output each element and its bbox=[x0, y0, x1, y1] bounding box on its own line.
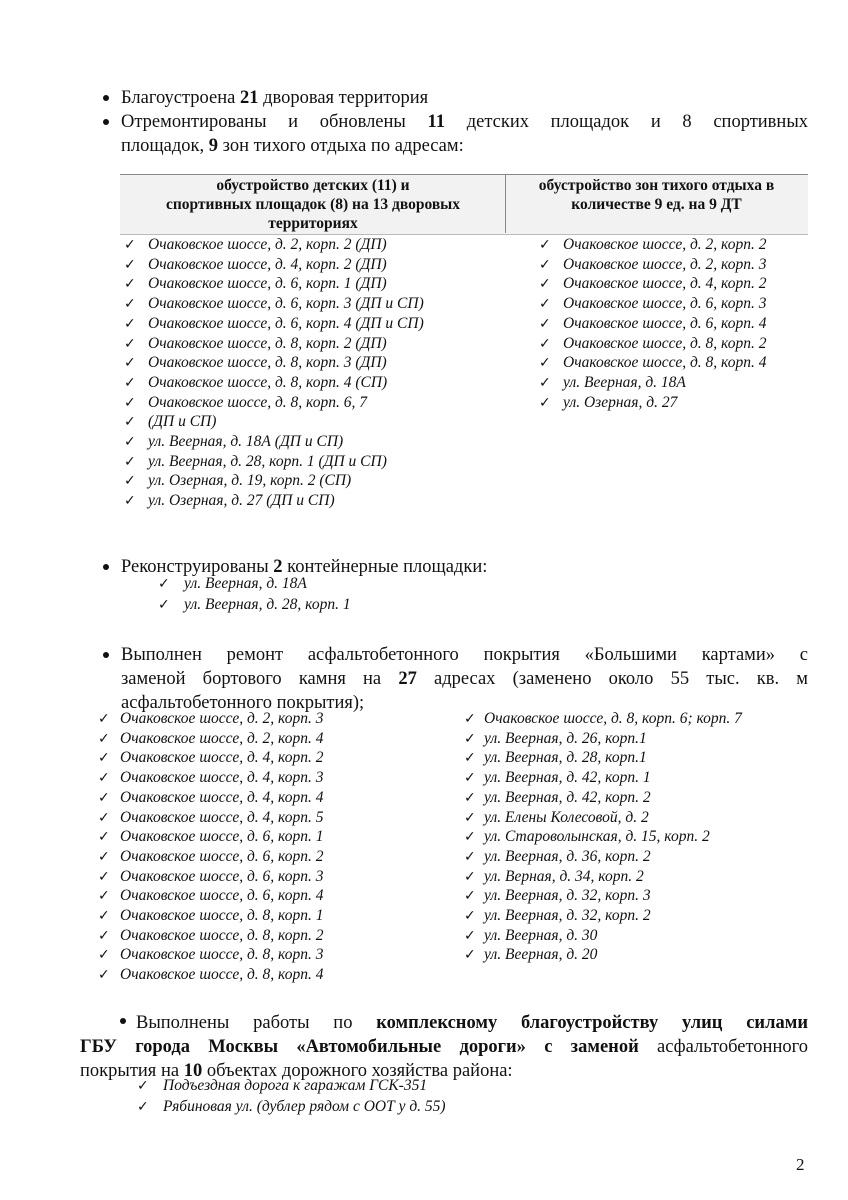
list-item-text: ул. Веерная, д. 28, корп. 1 bbox=[184, 596, 351, 613]
list-item-text: ул. Озерная, д. 27 (ДП и СП) bbox=[148, 492, 335, 510]
list-item bbox=[464, 906, 651, 927]
checkmark-icon: ✓ bbox=[464, 809, 476, 826]
list-item-text: ул. Веерная, д. 18А bbox=[184, 575, 307, 592]
checkmark-icon: ✓ bbox=[464, 927, 476, 944]
list-item-text: Очаковское шоссе, д. 4, корп. 4 bbox=[120, 788, 324, 806]
list-item bbox=[137, 1076, 427, 1097]
list-item bbox=[539, 373, 686, 394]
checkmark-icon: ✓ bbox=[158, 597, 170, 613]
checkmark-icon: ✓ bbox=[98, 770, 110, 787]
list-item-text: (ДП и СП) bbox=[148, 413, 217, 431]
list-item-text: Очаковское шоссе, д. 2, корп. 4 bbox=[120, 729, 324, 747]
list-item bbox=[539, 334, 766, 355]
list-item-text: Очаковское шоссе, д. 2, корп. 2 bbox=[563, 236, 767, 253]
list-item-text: ул. Озерная, д. 27 bbox=[563, 393, 678, 411]
list-item bbox=[158, 595, 351, 616]
checkmark-icon: ✓ bbox=[539, 315, 551, 332]
list-item bbox=[98, 748, 323, 769]
checkmark-icon: ✓ bbox=[98, 908, 110, 924]
s2-line2: площадок, 9 зон тихого отдыха по адресам: bbox=[121, 136, 464, 156]
list-item bbox=[539, 353, 766, 374]
checkmark-icon: ✓ bbox=[98, 927, 110, 944]
checkmark-icon: ✓ bbox=[539, 394, 551, 411]
list-item bbox=[464, 867, 644, 888]
list-item-text: ул. Верная, д. 34, корп. 2 bbox=[484, 867, 644, 885]
checkmark-icon: ✓ bbox=[98, 829, 110, 846]
list-item bbox=[539, 235, 766, 256]
s5-line2: ГБУ города Москвы «Автомобильные дороги» с заменой асфальтобетонного bbox=[80, 1037, 808, 1057]
list-item bbox=[539, 393, 677, 414]
checkmark-icon: ✓ bbox=[124, 374, 136, 391]
bullet-dot bbox=[103, 652, 109, 658]
list-item bbox=[464, 886, 651, 907]
list-item bbox=[464, 788, 651, 809]
list-item bbox=[98, 788, 323, 809]
checkmark-icon: ✓ bbox=[124, 237, 136, 253]
list-item-text: Очаковское шоссе, д. 2, корп. 2 (ДП) bbox=[148, 236, 387, 253]
checkmark-icon: ✓ bbox=[98, 888, 110, 905]
list-item bbox=[539, 255, 766, 276]
checkmark-icon: ✓ bbox=[98, 848, 110, 865]
list-item-text: ул. Веерная, д. 28, корп. 1 (ДП и СП) bbox=[148, 452, 387, 470]
list-item bbox=[464, 709, 742, 730]
checkmark-icon: ✓ bbox=[98, 750, 110, 767]
list-item-text: Очаковское шоссе, д. 6, корп. 4 bbox=[563, 314, 767, 332]
checkmark-icon: ✓ bbox=[464, 730, 476, 747]
list-item bbox=[464, 827, 710, 848]
bullet-dot bbox=[103, 95, 109, 101]
checkmark-icon: ✓ bbox=[137, 1099, 149, 1115]
checkmark-icon: ✓ bbox=[464, 908, 476, 924]
list-item-text: ул. Веерная, д. 18А bbox=[563, 373, 686, 391]
checkmark-icon: ✓ bbox=[539, 374, 551, 391]
list-item bbox=[124, 373, 387, 394]
checkmark-icon: ✓ bbox=[124, 394, 136, 411]
list-item-text: ул. Веерная, д. 32, корп. 3 bbox=[484, 887, 651, 905]
list-item-text: ул. Староволынская, д. 15, корп. 2 bbox=[484, 828, 710, 846]
list-item-text: Подъездная дорога к гаражам ГСК-351 bbox=[163, 1077, 428, 1094]
checkmark-icon: ✓ bbox=[539, 256, 551, 273]
list-item-text: ул. Веерная, д. 20 bbox=[484, 946, 598, 964]
list-item-text: Очаковское шоссе, д. 8, корп. 4 bbox=[120, 966, 324, 984]
checkmark-icon: ✓ bbox=[464, 848, 476, 865]
list-item bbox=[124, 491, 335, 512]
list-item-text: Очаковское шоссе, д. 2, корп. 3 bbox=[563, 255, 767, 273]
list-item-text: Очаковское шоссе, д. 4, корп. 2 (ДП) bbox=[148, 255, 387, 273]
list-item bbox=[98, 847, 323, 868]
list-item-text: ул. Веерная, д. 30 bbox=[484, 926, 598, 944]
list-item-text: ул. Озерная, д. 19, корп. 2 (СП) bbox=[148, 472, 352, 490]
checkmark-icon: ✓ bbox=[98, 947, 110, 964]
list-item-text: ул. Веерная, д. 36, корп. 2 bbox=[484, 847, 651, 865]
checkmark-icon: ✓ bbox=[464, 868, 476, 885]
list-item bbox=[539, 314, 766, 335]
checkmark-icon: ✓ bbox=[124, 355, 136, 372]
list-item-text: Очаковское шоссе, д. 2, корп. 3 bbox=[120, 710, 324, 727]
bullet-dot bbox=[103, 119, 109, 125]
checkmark-icon: ✓ bbox=[464, 888, 476, 905]
list-item-text: Очаковское шоссе, д. 8, корп. 4 (СП) bbox=[148, 373, 388, 391]
list-item-text: Очаковское шоссе, д. 6, корп. 3 bbox=[120, 867, 324, 885]
checkmark-icon: ✓ bbox=[539, 237, 551, 253]
checkmark-icon: ✓ bbox=[124, 256, 136, 273]
list-item bbox=[124, 334, 387, 355]
checkmark-icon: ✓ bbox=[124, 335, 136, 352]
list-item bbox=[464, 945, 597, 966]
bullet-dot bbox=[120, 1018, 126, 1024]
s2-paragraph bbox=[121, 110, 808, 158]
checkmark-icon: ✓ bbox=[124, 453, 136, 470]
checkmark-icon: ✓ bbox=[464, 711, 476, 727]
list-item bbox=[98, 709, 323, 730]
list-item bbox=[124, 294, 424, 315]
list-item bbox=[98, 965, 323, 986]
checkmark-icon: ✓ bbox=[98, 730, 110, 747]
list-item bbox=[124, 452, 387, 473]
list-item-text: Очаковское шоссе, д. 4, корп. 3 bbox=[120, 769, 324, 787]
s4-paragraph: Выполнен ремонт асфальтобетонного покрытия «Большими картами» с заменой бортового камня на 27 адресах (заменено около 55 тыс. кв. м асфальтобетонного покрытия); bbox=[121, 645, 808, 713]
s3-line: Реконструированы 2 контейнерные площадки: bbox=[121, 557, 488, 577]
right-column-heading: обустройство зон тихого отдыха в количестве 9 ед. на 9 ДТ bbox=[538, 177, 775, 213]
list-item bbox=[464, 768, 651, 789]
list-item bbox=[98, 808, 323, 829]
list-item-text: Очаковское шоссе, д. 8, корп. 3 bbox=[120, 946, 324, 964]
list-item bbox=[539, 274, 766, 295]
list-item-text: ул. Веерная, д. 42, корп. 2 bbox=[484, 788, 651, 806]
list-item bbox=[124, 314, 424, 335]
list-item-text: Очаковское шоссе, д. 6, корп. 3 (ДП и СП) bbox=[148, 295, 424, 313]
list-item bbox=[464, 729, 647, 750]
list-item-text: ул. Веерная, д. 28, корп.1 bbox=[484, 749, 647, 767]
list-item-text: Рябиновая ул. (дублер рядом с ООТ у д. 55) bbox=[163, 1098, 446, 1115]
checkmark-icon: ✓ bbox=[98, 789, 110, 806]
list-item-text: ул. Веерная, д. 18А (ДП и СП) bbox=[148, 433, 344, 450]
list-item bbox=[158, 574, 307, 595]
s5-line1: Выполнены работы по комплексному благоустройству улиц силами bbox=[80, 1011, 808, 1035]
checkmark-icon: ✓ bbox=[464, 829, 476, 846]
checkmark-icon: ✓ bbox=[98, 967, 110, 984]
list-item-text: ул. Веерная, д. 42, корп. 1 bbox=[484, 769, 651, 787]
list-item-text: Очаковское шоссе, д. 8, корп. 4 bbox=[563, 354, 767, 372]
list-item bbox=[98, 886, 323, 907]
s2-line1: Отремонтированы и обновлены 11 детских площадок и 8 спортивных bbox=[121, 112, 808, 132]
list-item-text: Очаковское шоссе, д. 6, корп. 1 bbox=[120, 828, 324, 846]
checkmark-icon: ✓ bbox=[124, 414, 136, 431]
list-item bbox=[98, 867, 323, 888]
list-item-text: ул. Веерная, д. 32, корп. 2 bbox=[484, 907, 651, 924]
list-item-text: Очаковское шоссе, д. 8, корп. 6; корп. 7 bbox=[484, 710, 742, 727]
list-item bbox=[124, 471, 351, 492]
checkmark-icon: ✓ bbox=[124, 296, 136, 313]
list-item bbox=[124, 412, 216, 433]
list-item bbox=[124, 235, 387, 256]
list-item bbox=[464, 748, 647, 769]
list-item-text: Очаковское шоссе, д. 6, корп. 4 bbox=[120, 887, 324, 905]
list-item-text: Очаковское шоссе, д. 8, корп. 2 bbox=[563, 334, 767, 352]
s1-line: Благоустроена 21 дворовая территория bbox=[121, 88, 429, 108]
list-item bbox=[98, 906, 323, 927]
list-item bbox=[98, 729, 323, 750]
checkmark-icon: ✓ bbox=[124, 434, 136, 450]
list-item-text: Очаковское шоссе, д. 6, корп. 4 (ДП и СП) bbox=[148, 314, 424, 332]
list-item-text: Очаковское шоссе, д. 8, корп. 2 (ДП) bbox=[148, 334, 387, 352]
list-item bbox=[124, 432, 343, 453]
list-item-text: Очаковское шоссе, д. 4, корп. 2 bbox=[563, 275, 767, 293]
list-item bbox=[98, 945, 323, 966]
list-item-text: Очаковское шоссе, д. 8, корп. 6, 7 bbox=[148, 393, 367, 411]
s5-line3: покрытия на 10 объектах дорожного хозяйства района: bbox=[80, 1061, 513, 1081]
checkmark-icon: ✓ bbox=[158, 576, 170, 592]
list-item-text: Очаковское шоссе, д. 8, корп. 1 bbox=[120, 907, 324, 924]
list-item bbox=[464, 808, 649, 829]
list-item-text: Очаковское шоссе, д. 6, корп. 1 (ДП) bbox=[148, 275, 387, 293]
checkmark-icon: ✓ bbox=[124, 493, 136, 510]
list-item bbox=[124, 274, 387, 295]
list-item bbox=[137, 1097, 446, 1118]
checkmark-icon: ✓ bbox=[539, 296, 551, 313]
list-item-text: ул. Веерная, д. 26, корп.1 bbox=[484, 729, 647, 747]
checkmark-icon: ✓ bbox=[124, 315, 136, 332]
checkmark-icon: ✓ bbox=[98, 868, 110, 885]
checkmark-icon: ✓ bbox=[464, 770, 476, 787]
checkmark-icon: ✓ bbox=[464, 947, 476, 964]
checkmark-icon: ✓ bbox=[464, 789, 476, 806]
list-item bbox=[124, 393, 367, 414]
list-item bbox=[464, 926, 597, 947]
checkmark-icon: ✓ bbox=[98, 711, 110, 727]
list-item-text: Очаковское шоссе, д. 4, корп. 2 bbox=[120, 749, 324, 767]
list-item bbox=[124, 353, 387, 374]
left-column-heading: обустройство детских (11) и спортивных площадок (8) на 13 дворовых территориях bbox=[165, 177, 461, 232]
checkmark-icon: ✓ bbox=[539, 276, 551, 293]
list-item bbox=[98, 926, 323, 947]
list-item bbox=[98, 768, 323, 789]
list-item-text: Очаковское шоссе, д. 8, корп. 3 (ДП) bbox=[148, 354, 387, 372]
table-header-divider bbox=[505, 174, 506, 233]
checkmark-icon: ✓ bbox=[539, 355, 551, 372]
list-item-text: Очаковское шоссе, д. 4, корп. 5 bbox=[120, 808, 324, 826]
checkmark-icon: ✓ bbox=[137, 1078, 149, 1094]
list-item bbox=[539, 294, 766, 315]
page-number: 2 bbox=[796, 1155, 805, 1174]
checkmark-icon: ✓ bbox=[539, 335, 551, 352]
list-item-text: Очаковское шоссе, д. 6, корп. 3 bbox=[563, 295, 767, 313]
list-item bbox=[98, 827, 323, 848]
list-item bbox=[464, 847, 651, 868]
s5-paragraph bbox=[80, 1011, 808, 1083]
list-item-text: ул. Елены Колесовой, д. 2 bbox=[484, 808, 649, 826]
checkmark-icon: ✓ bbox=[124, 473, 136, 490]
list-item-text: Очаковское шоссе, д. 6, корп. 2 bbox=[120, 847, 324, 865]
s4-line2: заменой бортового камня на 27 адресах (заменено около 55 тыс. кв. м bbox=[121, 669, 808, 689]
list-item bbox=[124, 255, 387, 276]
checkmark-icon: ✓ bbox=[98, 809, 110, 826]
list-item-text: Очаковское шоссе, д. 8, корп. 2 bbox=[120, 926, 324, 944]
checkmark-icon: ✓ bbox=[464, 750, 476, 767]
bullet-dot bbox=[103, 564, 109, 570]
checkmark-icon: ✓ bbox=[124, 276, 136, 293]
